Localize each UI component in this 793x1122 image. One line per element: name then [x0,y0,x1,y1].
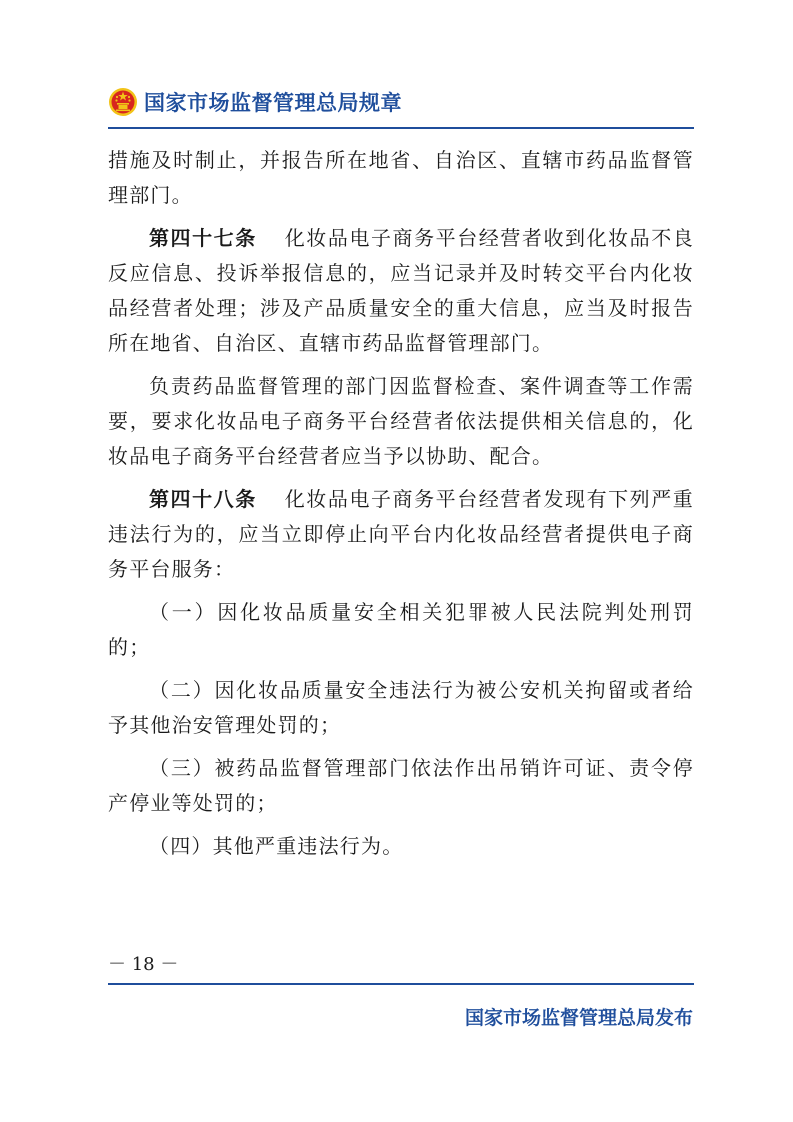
paragraph-article-48: 第四十八条 化妆品电子商务平台经营者发现有下列严重违法行为的，应当立即停止向平台内化妆品经营者提供电子商务平台服务： [108,487,694,581]
paragraph-continuation: 措施及时制止，并报告所在地省、自治区、直辖市药品监督管理部门。 [108,148,694,207]
header-title: 国家市场监督管理总局规章 [144,91,402,115]
paragraph: 负责药品监督管理的部门因监督检查、案件调查等工作需要，要求化妆品电子商务平台经营者依法提供相关信息的，化妆品电子商务平台经营者应当予以协助、配合。 [108,374,694,468]
list-item: （三）被药品监督管理部门依法作出吊销许可证、责令停产停业等处罚的； [108,756,694,815]
header-divider [108,127,694,129]
list-item: （四）其他严重违法行为。 [149,834,404,858]
list-item: （一）因化妆品质量安全相关犯罪被人民法院判处刑罚的； [108,600,694,659]
footer-divider [108,983,694,985]
paragraph-article-47: 第四十七条 化妆品电子商务平台经营者收到化妆品不良反应信息、投诉举报信息的，应当记录并及时转交平台内化妆品经营者处理；涉及产品质量安全的重大信息，应当及时报告所在地省、自治区、直辖市药品监督管理部门。 [108,226,694,355]
article-number: 第四十七条 [149,226,257,250]
article-number: 第四十八条 [149,487,257,511]
national-emblem-icon [108,87,138,117]
page-header [108,84,402,120]
document-body [108,143,694,864]
list-item: （二）因化妆品质量安全违法行为被公安机关拘留或者给予其他治安管理处罚的； [108,678,694,737]
footer-publisher: 国家市场监督管理总局发布 [464,1007,693,1029]
page-number: － 18 － [108,954,179,975]
